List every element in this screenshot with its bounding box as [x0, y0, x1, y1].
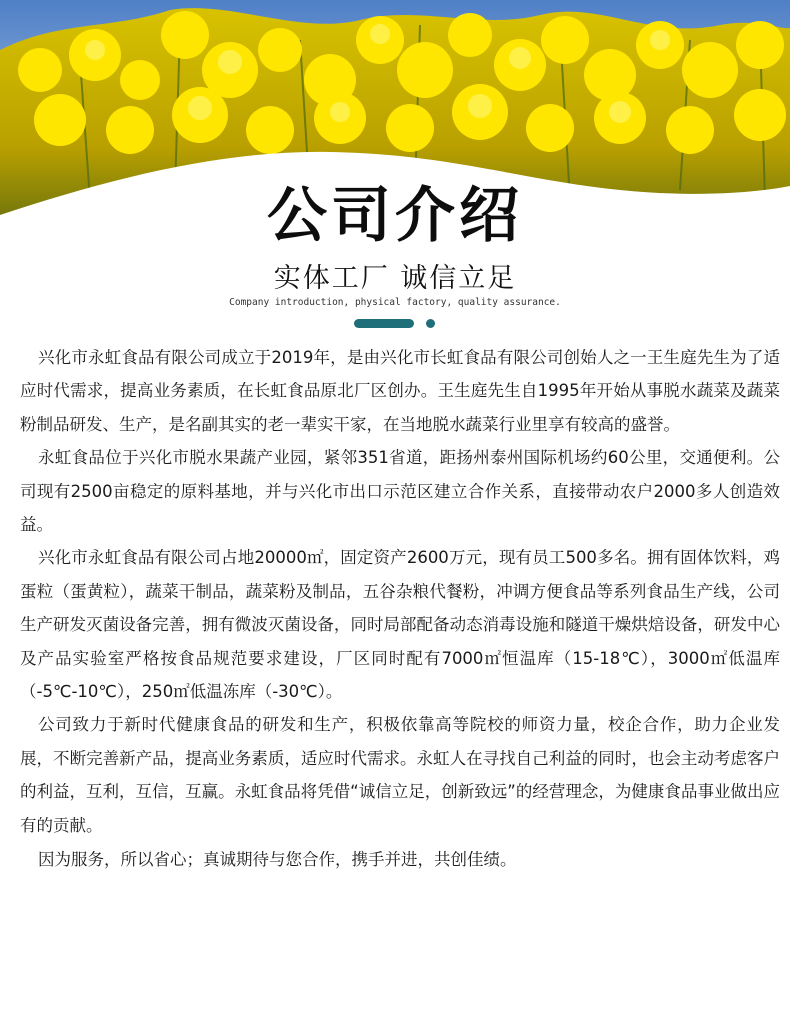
paragraph-mission: 公司致力于新时代健康食品的研发和生产，积极依靠高等院校的师资力量，校企合作，助力企业发展，不断完善新产品，提高业务素质，适应时代需求。永虹人在寻找自己利益的同时，也会主动考虑客户的利益，互利，互信，互赢。永虹食品将凭借“诚信立足，创新致远”的经营理念，为健康食品事业做出应有的贡献。: [20, 715, 780, 835]
paragraph-founding: 兴化市永虹食品有限公司成立于2019年，是由兴化市长虹食品有限公司创始人之一王生庭先生为了适应时代需求，提高业务素质，在长虹食品原北厂区创办。王生庭先生自1995年开始从事脱水蔬菜及蔬菜粉制品研发、生产，是名副其实的老一辈实干家，在当地脱水蔬菜行业里享有较高的盛誉。: [20, 348, 780, 434]
divider-bar: [354, 319, 414, 328]
page-subtitle: 实体工厂 诚信立足: [273, 263, 517, 294]
paragraph-closing: 因为服务，所以省心；真诚期待与您合作，携手并进，共创佳绩。: [38, 850, 517, 870]
page-tagline: Company introduction, physical factory, quality assurance.: [229, 297, 561, 308]
company-description: [20, 341, 780, 877]
paragraph-facilities: 兴化市永虹食品有限公司占地20000㎡，固定资产2600万元，现有员工500多名。拥有固体饮料，鸡蛋粒（蛋黄粒），蔬菜干制品，蔬菜粉及制品，五谷杂粮代餐粉，冲调方便食品等系列食品生产线，公司生产研发灭菌设备完善，拥有微波灭菌设备，同时局部配备动态消毒设施和隧道干燥烘焙设备，研发中心及产品实验室严格按食品规范要求建设，厂区同时配有7000㎡恒温库（15-18℃），3000㎡低温库（-5℃-10℃），250㎡低温冻库（-30℃）。: [20, 548, 780, 702]
divider-dot: [426, 319, 435, 328]
paragraph-location: 永虹食品位于兴化市脱水果蔬产业园，紧邻351省道，距扬州泰州国际机场约60公里，交通便利。公司现有2500亩稳定的原料基地，并与兴化市出口示范区建立合作关系，直接带动农户2000多人创造效益。: [20, 448, 780, 535]
page-title: 公司介绍: [267, 181, 523, 251]
